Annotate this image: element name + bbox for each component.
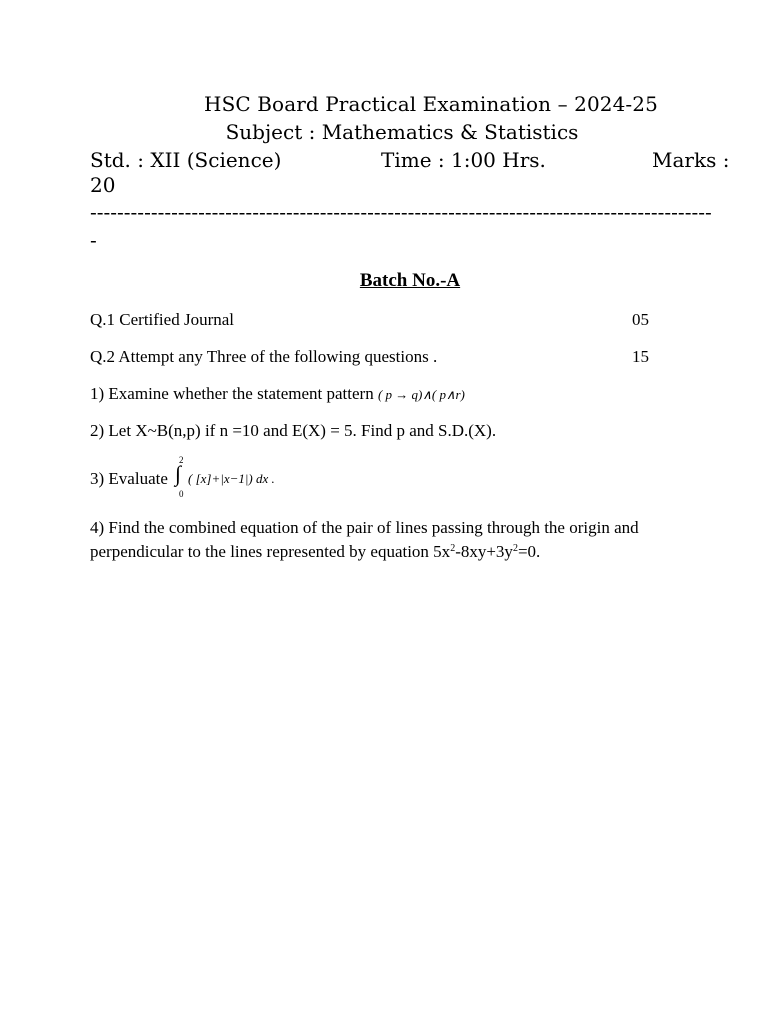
- problem-4-line-2-pre: perpendicular to the lines represented by equation 5x: [90, 542, 451, 561]
- question-2-marks: 15: [632, 347, 649, 366]
- std-label: Std. : XII (Science): [90, 148, 282, 172]
- problem-1-formula: ( p → q)∧( p∧r): [377, 387, 465, 402]
- problem-4-sup-2: 2: [512, 543, 518, 554]
- problem-4-sup-1: 2: [450, 543, 456, 554]
- divider-tail: -: [90, 228, 97, 252]
- problem-3-text: 3) Evaluate: [90, 469, 168, 488]
- batch-heading: Batch No.-A: [359, 270, 461, 291]
- marks-value: 20: [90, 173, 116, 197]
- divider-dashes: --------------------------------------------------------------------------------------------: [90, 200, 712, 224]
- problem-1: [90, 384, 465, 404]
- integral-upper-limit: 2: [179, 455, 184, 465]
- problem-1-text: 1) Examine whether the statement pattern: [90, 384, 374, 403]
- problem-3-integrand: ( [x]+|x−1|) dx .: [188, 471, 275, 486]
- problem-4-line-1: 4) Find the combined equation of the pair of lines passing through the origin and: [90, 518, 639, 537]
- subject-line: Subject : Mathematics & Statistics: [225, 120, 579, 144]
- exam-title: HSC Board Practical Examination – 2024-25: [204, 92, 658, 116]
- marks-label: Marks :: [652, 148, 730, 172]
- problem-4-line-2-post: =0.: [517, 542, 541, 561]
- question-2-text: Q.2 Attempt any Three of the following questions .: [90, 347, 438, 366]
- question-1-marks: 05: [632, 310, 649, 329]
- integral-lower-limit: 0: [179, 489, 184, 499]
- time-label: Time : 1:00 Hrs.: [381, 148, 546, 172]
- problem-4-line-2: [90, 542, 540, 562]
- integral-sign: ∫: [175, 461, 182, 486]
- problem-2-text: 2) Let X~B(n,p) if n =10 and E(X) = 5. Find p and S.D.(X).: [90, 421, 497, 440]
- problem-4-line-2-mid: -8xy+3y: [455, 542, 513, 561]
- question-1-text: Q.1 Certified Journal: [90, 310, 234, 329]
